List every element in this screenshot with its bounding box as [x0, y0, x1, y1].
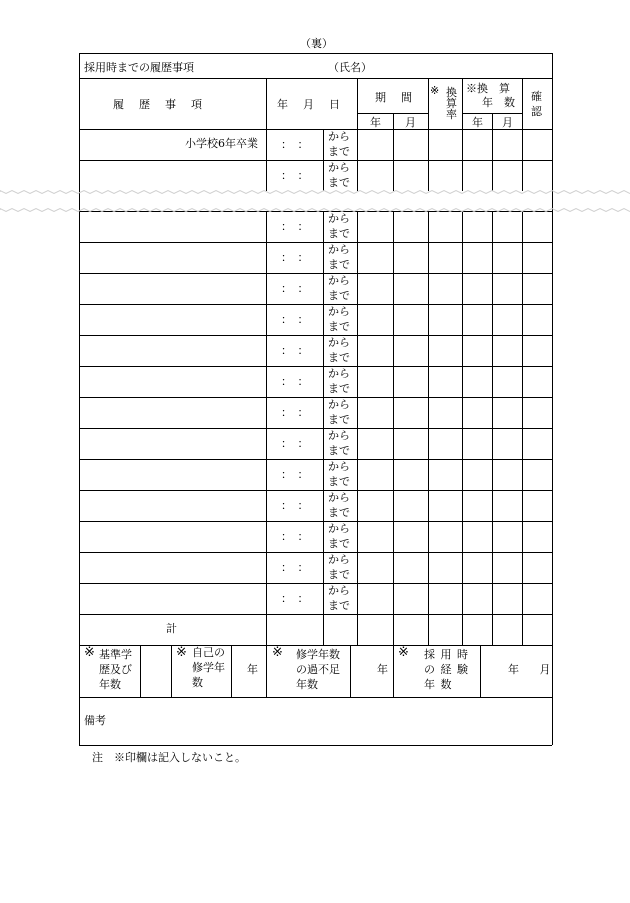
converted-years-header-2: 年 数 — [482, 96, 515, 109]
converted-year-header: 年 — [472, 116, 483, 129]
from-label: から — [328, 243, 350, 256]
standard-years-label-3: 年数 — [99, 678, 121, 691]
to-label: まで — [328, 413, 350, 426]
self-years-unit: 年 — [247, 663, 258, 676]
confirm-header-2: 認 — [531, 105, 542, 118]
to-label: まで — [328, 475, 350, 488]
to-label: まで — [328, 258, 350, 271]
standard-years-label-1: 基準学 — [99, 648, 132, 661]
date-separator: ： ： — [281, 406, 309, 419]
from-label: から — [328, 367, 350, 380]
conversion-rate-header-3: 率 — [446, 108, 457, 121]
from-label: から — [328, 522, 350, 535]
date-separator: ： ： — [281, 499, 309, 512]
from-label: から — [328, 130, 350, 143]
date-separator: ： ： — [281, 468, 309, 481]
diff-years-mark: ※ — [272, 645, 283, 660]
from-label: から — [328, 305, 350, 318]
standard-years-label-2: 歴及び — [99, 663, 132, 676]
date-separator: ： ： — [281, 251, 309, 264]
date-separator: ： ： — [281, 344, 309, 357]
from-label: から — [328, 274, 350, 287]
self-years-label-2: 修学年 — [192, 661, 225, 674]
experience-years-label-3: 年 数 — [424, 678, 453, 691]
diff-years-label-2: の過不足 — [296, 663, 340, 676]
date-separator: ： ： — [281, 375, 309, 388]
to-label: まで — [328, 568, 350, 581]
self-years-mark: ※ — [176, 645, 187, 660]
diff-years-label-3: 年数 — [296, 678, 318, 691]
from-label: から — [328, 553, 350, 566]
experience-years-label-2: の 経 験 — [424, 663, 469, 676]
date-separator: ： ： — [281, 530, 309, 543]
converted-month-header: 月 — [502, 116, 513, 129]
date-column-header: 年 月 日 — [277, 98, 342, 111]
standard-years-mark: ※ — [84, 645, 95, 660]
experience-years-label-1: 採 用 時 — [424, 648, 469, 661]
to-label: まで — [328, 599, 350, 612]
page-side-label: （裏） — [300, 37, 333, 50]
to-label: まで — [328, 351, 350, 364]
to-label: まで — [328, 145, 350, 158]
date-separator: ： ： — [281, 437, 309, 450]
experience-years-unit: 年 月 — [508, 663, 553, 676]
history-column-header: 履 歴 事 項 — [113, 98, 204, 111]
from-label: から — [328, 429, 350, 442]
break-wave — [0, 191, 630, 194]
self-years-label-1: 自己の — [192, 646, 225, 659]
self-years-label-3: 数 — [192, 676, 203, 689]
diff-years-unit: 年 — [377, 663, 388, 676]
conversion-rate-mark: ※ — [430, 84, 440, 97]
experience-years-mark: ※ — [398, 645, 409, 660]
from-label: から — [328, 161, 350, 174]
to-label: まで — [328, 382, 350, 395]
to-label: まで — [328, 289, 350, 302]
from-label: から — [328, 491, 350, 504]
date-separator: ： ： — [281, 220, 309, 233]
remarks-label: 備考 — [84, 714, 106, 727]
to-label: まで — [328, 227, 350, 240]
from-label: から — [328, 212, 350, 225]
conversion-rate-header-2: 算 — [446, 97, 457, 110]
conversion-rate-header-1: 換 — [446, 86, 457, 99]
to-label: まで — [328, 444, 350, 457]
to-label: まで — [328, 506, 350, 519]
date-separator: ： ： — [281, 169, 309, 182]
date-separator: ： ： — [281, 313, 309, 326]
from-label: から — [328, 460, 350, 473]
from-label: から — [328, 398, 350, 411]
to-label: まで — [328, 320, 350, 333]
period-column-header: 期 間 — [375, 91, 414, 104]
section-title: 採用時までの履歴事項 — [84, 61, 194, 74]
date-separator: ： ： — [281, 282, 309, 295]
date-separator: ： ： — [281, 561, 309, 574]
from-label: から — [328, 584, 350, 597]
period-year-header: 年 — [370, 116, 381, 129]
date-separator: ： ： — [281, 138, 309, 151]
date-separator: ： ： — [281, 592, 309, 605]
to-label: まで — [328, 537, 350, 550]
total-label: 計 — [166, 622, 177, 635]
name-label: （氏名） — [328, 61, 372, 74]
first-history-item: 小学校6年卒業 — [185, 137, 258, 150]
to-label: まで — [328, 176, 350, 189]
break-wave — [0, 209, 630, 212]
converted-years-header: ※換 算 — [466, 82, 510, 95]
from-label: から — [328, 336, 350, 349]
confirm-header-1: 確 — [531, 90, 542, 103]
footnote: 注 ※印欄は記入しないこと。 — [92, 751, 246, 764]
period-month-header: 月 — [405, 116, 416, 129]
diff-years-label-1: 修学年数 — [296, 648, 340, 661]
